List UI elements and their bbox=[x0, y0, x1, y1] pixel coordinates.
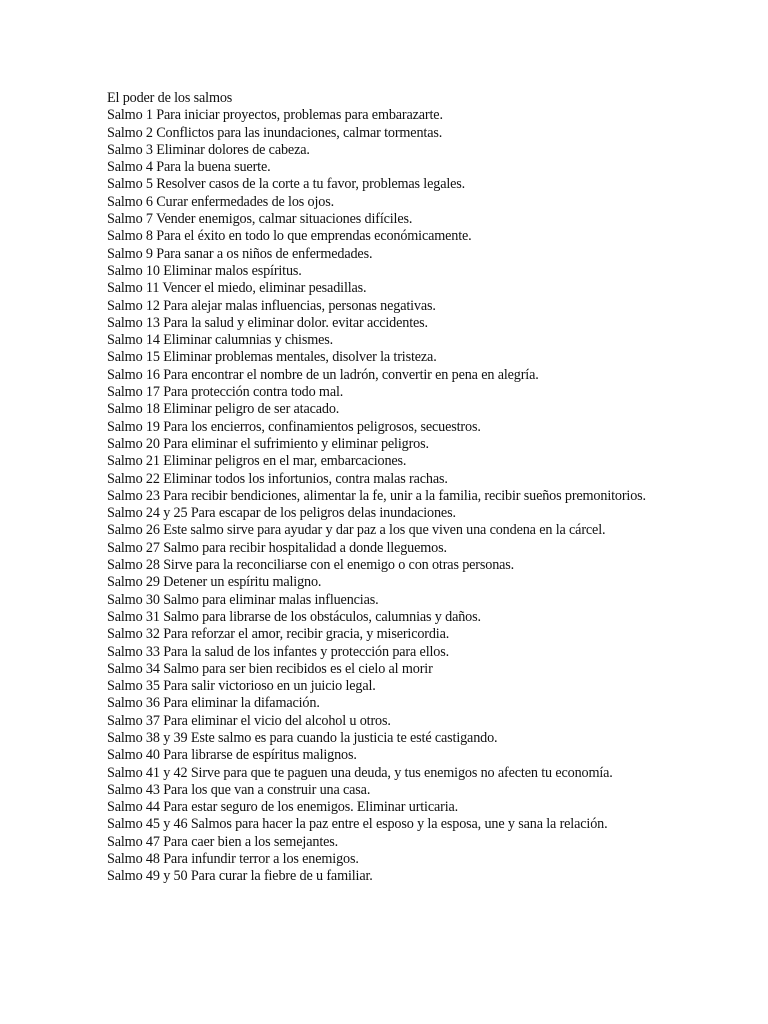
psalm-line: Salmo 3 Eliminar dolores de cabeza. bbox=[107, 141, 310, 158]
psalm-line: Salmo 17 Para protección contra todo mal. bbox=[107, 384, 344, 401]
psalm-line: Salmo 47 Para caer bien a los semejantes. bbox=[107, 833, 339, 850]
psalm-line: Salmo 10 Eliminar malos espíritus. bbox=[107, 262, 302, 279]
psalm-line: Salmo 7 Vender enemigos, calmar situaciones difíciles. bbox=[107, 211, 413, 228]
psalm-line: Salmo 24 y 25 Para escapar de los peligros delas inundaciones. bbox=[107, 505, 456, 522]
psalm-line: Salmo 14 Eliminar calumnias y chismes. bbox=[107, 332, 333, 349]
psalm-line: Salmo 34 Salmo para ser bien recibidos es el cielo al morir bbox=[107, 660, 433, 677]
psalm-line: Salmo 48 Para infundir terror a los enemigos. bbox=[107, 851, 359, 868]
psalm-line: Salmo 49 y 50 Para curar la fiebre de u familiar. bbox=[107, 868, 373, 885]
psalm-line: Salmo 16 Para encontrar el nombre de un ladrón, convertir en pena en alegría. bbox=[107, 366, 539, 383]
psalm-line: Salmo 8 Para el éxito en todo lo que emprendas económicamente. bbox=[107, 228, 472, 245]
psalm-line: Salmo 36 Para eliminar la difamación. bbox=[107, 695, 320, 712]
psalm-line: Salmo 33 Para la salud de los infantes y protección para ellos. bbox=[107, 643, 449, 660]
psalm-line: Salmo 41 y 42 Sirve para que te paguen una deuda, y tus enemigos no afecten tu economía. bbox=[107, 764, 613, 781]
psalm-line: Salmo 29 Detener un espíritu maligno. bbox=[107, 574, 322, 591]
psalm-line: Salmo 21 Eliminar peligros en el mar, embarcaciones. bbox=[107, 453, 407, 470]
psalm-line: Salmo 4 Para la buena suerte. bbox=[107, 159, 271, 176]
psalm-line: Salmo 32 Para reforzar el amor, recibir gracia, y misericordia. bbox=[107, 626, 450, 643]
psalm-line: Salmo 30 Salmo para eliminar malas influencias. bbox=[107, 591, 379, 608]
psalm-line: Salmo 2 Conflictos para las inundaciones, calmar tormentas. bbox=[107, 124, 443, 141]
psalm-line: Salmo 26 Este salmo sirve para ayudar y dar paz a los que viven una condena en la cárcel. bbox=[107, 522, 606, 539]
psalm-line: Salmo 1 Para iniciar proyectos, problemas para embarazarte. bbox=[107, 107, 443, 124]
psalm-line: Salmo 22 Eliminar todos los infortunios, contra malas rachas. bbox=[107, 470, 448, 487]
psalm-line: Salmo 19 Para los encierros, confinamientos peligrosos, secuestros. bbox=[107, 418, 481, 435]
document-content bbox=[107, 90, 707, 886]
psalm-line: Salmo 37 Para eliminar el vicio del alcohol u otros. bbox=[107, 712, 391, 729]
psalm-line: Salmo 35 Para salir victorioso en un juicio legal. bbox=[107, 678, 376, 695]
psalm-line: Salmo 44 Para estar seguro de los enemigos. Eliminar urticaria. bbox=[107, 799, 459, 816]
psalm-line: Salmo 5 Resolver casos de la corte a tu favor, problemas legales. bbox=[107, 176, 466, 193]
psalm-line: Salmo 18 Eliminar peligro de ser atacado. bbox=[107, 401, 340, 418]
document-title: El poder de los salmos bbox=[107, 90, 233, 106]
psalm-line: Salmo 45 y 46 Salmos para hacer la paz entre el esposo y la esposa, une y sana la relación. bbox=[107, 816, 608, 833]
psalm-line: Salmo 20 Para eliminar el sufrimiento y eliminar peligros. bbox=[107, 435, 429, 452]
psalm-line: Salmo 13 Para la salud y eliminar dolor. evitar accidentes. bbox=[107, 314, 428, 331]
psalm-line: Salmo 27 Salmo para recibir hospitalidad a donde lleguemos. bbox=[107, 539, 447, 556]
psalm-line: Salmo 15 Eliminar problemas mentales, disolver la tristeza. bbox=[107, 349, 437, 366]
psalm-line: Salmo 40 Para librarse de espíritus malignos. bbox=[107, 747, 357, 764]
psalm-line: Salmo 31 Salmo para librarse de los obstáculos, calumnias y daños. bbox=[107, 608, 481, 625]
psalm-line: Salmo 6 Curar enfermedades de los ojos. bbox=[107, 193, 335, 210]
psalm-line: Salmo 11 Vencer el miedo, eliminar pesadillas. bbox=[107, 280, 367, 297]
psalm-line: Salmo 28 Sirve para la reconciliarse con el enemigo o con otras personas. bbox=[107, 557, 515, 574]
psalm-line: Salmo 43 Para los que van a construir una casa. bbox=[107, 781, 371, 798]
psalm-line: Salmo 38 y 39 Este salmo es para cuando la justicia te esté castigando. bbox=[107, 729, 498, 746]
psalm-line: Salmo 12 Para alejar malas influencias, personas negativas. bbox=[107, 297, 436, 314]
psalm-line: Salmo 9 Para sanar a os niños de enfermedades. bbox=[107, 245, 373, 262]
psalm-line: Salmo 23 Para recibir bendiciones, alimentar la fe, unir a la familia, recibir sueños premonitorios. bbox=[107, 487, 646, 504]
